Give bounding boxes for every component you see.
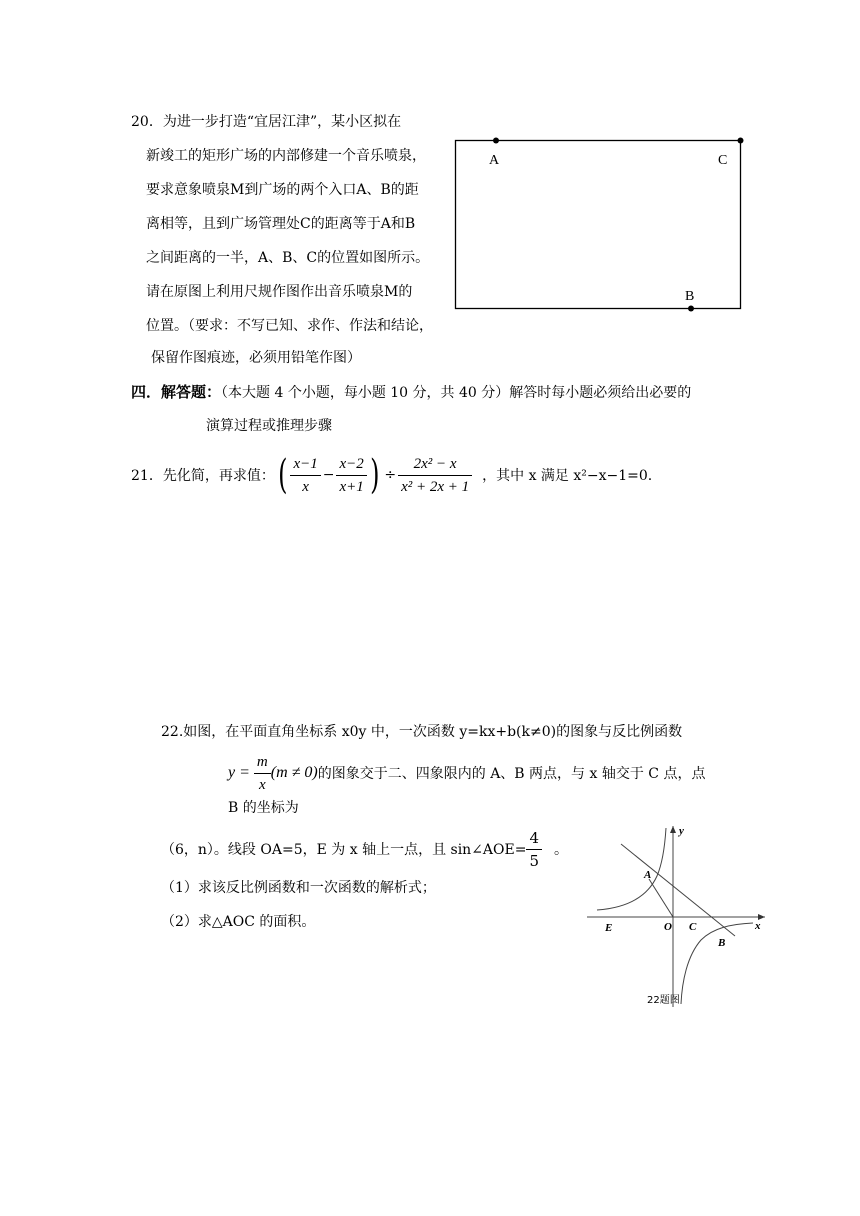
q21-prefix: 21．先化简，再求值： bbox=[131, 468, 275, 484]
q21-left-paren: ( bbox=[277, 452, 288, 498]
section-title: 四．解答题： bbox=[131, 383, 222, 401]
q21-right-paren: ) bbox=[369, 452, 380, 498]
q22-sin-fraction bbox=[526, 827, 542, 872]
point-c-dot bbox=[738, 138, 744, 144]
label-o: O bbox=[664, 921, 672, 933]
q21-fraction-1 bbox=[290, 453, 320, 498]
label-y: y bbox=[679, 825, 684, 837]
point-b-dot bbox=[688, 306, 694, 312]
q21-frac2-num: x−2 bbox=[336, 453, 366, 476]
q20-line-5: 之间距离的一半，A、B、C的位置如图所示。 bbox=[146, 250, 430, 266]
q22-function-line bbox=[228, 748, 705, 798]
q20-line-7: 位置。（要求：不写已知、求作、作法和结论， bbox=[146, 318, 433, 334]
hyperbola-branch-upper bbox=[597, 828, 666, 910]
q22-line-4-text: （6，n）。线段 OA=5，E 为 x 轴上一点，且 sin∠AOE= bbox=[161, 842, 527, 858]
segment-oa bbox=[649, 879, 673, 917]
q22-func-cond: (m ≠ 0) bbox=[270, 764, 318, 781]
q22-coordinate-figure bbox=[585, 822, 775, 1012]
q20-line-2: 新竣工的矩形广场的内部修建一个音乐喷泉， bbox=[146, 148, 426, 164]
q21-frac3-num: 2x² − x bbox=[398, 453, 472, 476]
q21 bbox=[131, 448, 652, 502]
section-desc-2: 演算过程或推理步骤 bbox=[206, 418, 332, 434]
q20-line-4: 离相等，且到广场管理处C的距离等于A和B bbox=[146, 216, 416, 232]
q22-part-2: （2）求△AOC 的面积。 bbox=[161, 914, 316, 930]
q21-fraction-3 bbox=[398, 453, 472, 498]
q21-minus: − bbox=[322, 467, 335, 483]
q22-func-y: y = bbox=[228, 764, 250, 781]
section-desc-1: （本大题 4 个小题，每小题 10 分，共 40 分）解答时每小题必须给出必要的 bbox=[221, 385, 692, 401]
q21-divide: ÷ bbox=[384, 467, 397, 483]
label-b: B bbox=[718, 937, 726, 949]
label-a: A bbox=[644, 869, 652, 881]
q21-frac1-den: x bbox=[302, 478, 309, 495]
q21-frac3-den: x² + 2x + 1 bbox=[401, 478, 470, 495]
label-e: E bbox=[605, 922, 613, 934]
label-c: C bbox=[718, 153, 728, 168]
q22-line-2-rest: 的图象交于二、四象限内的 A、B 两点，与 x 轴交于 C 点，点 bbox=[317, 766, 706, 782]
label-x: x bbox=[755, 920, 761, 932]
q22-func-num: m bbox=[254, 751, 271, 774]
q22-line-3: B 的坐标为 bbox=[228, 800, 299, 816]
section-heading bbox=[131, 382, 691, 403]
q22-line-4 bbox=[161, 826, 568, 872]
q22-func-den: x bbox=[258, 776, 266, 793]
q20-line-8: 保留作图痕迹，必须用铅笔作图） bbox=[151, 350, 361, 366]
q21-frac1-num: x−1 bbox=[290, 453, 320, 476]
figure-caption: 22题图 bbox=[647, 995, 680, 1006]
q22-part-1: （1）求该反比例函数和一次函数的解析式； bbox=[161, 880, 436, 896]
q21-frac2-den: x+1 bbox=[339, 478, 364, 495]
q20-line-6: 请在原图上利用尺规作图作出音乐喷泉M的 bbox=[146, 284, 413, 300]
q20-rectangle-figure bbox=[450, 134, 750, 314]
hyperbola-branch-lower bbox=[681, 923, 753, 1004]
q22-line-4-end: 。 bbox=[554, 842, 569, 858]
q20-line-1: 20．为进一步打造“宜居江津”，某小区拟在 bbox=[131, 114, 402, 130]
q21-suffix: ，其中 x 满足 x²−x−1=0. bbox=[482, 468, 653, 484]
q22-sin-den: 5 bbox=[529, 851, 540, 870]
q22-func-fraction bbox=[254, 751, 271, 796]
linear-function-line bbox=[621, 844, 735, 936]
q22-sin-num: 4 bbox=[526, 827, 542, 850]
q20-line-3: 要求意象喷泉M到广场的两个入口A、B的距 bbox=[146, 182, 419, 198]
q22-line-1: 22.如图，在平面直角坐标系 x0y 中，一次函数 y=kx+b(k≠0)的图象与反比例函数 bbox=[161, 724, 683, 740]
label-c: C bbox=[689, 921, 697, 933]
q21-fraction-2 bbox=[336, 453, 366, 498]
point-a-dot bbox=[493, 138, 499, 144]
label-a: A bbox=[489, 153, 500, 168]
label-b: B bbox=[685, 289, 695, 304]
